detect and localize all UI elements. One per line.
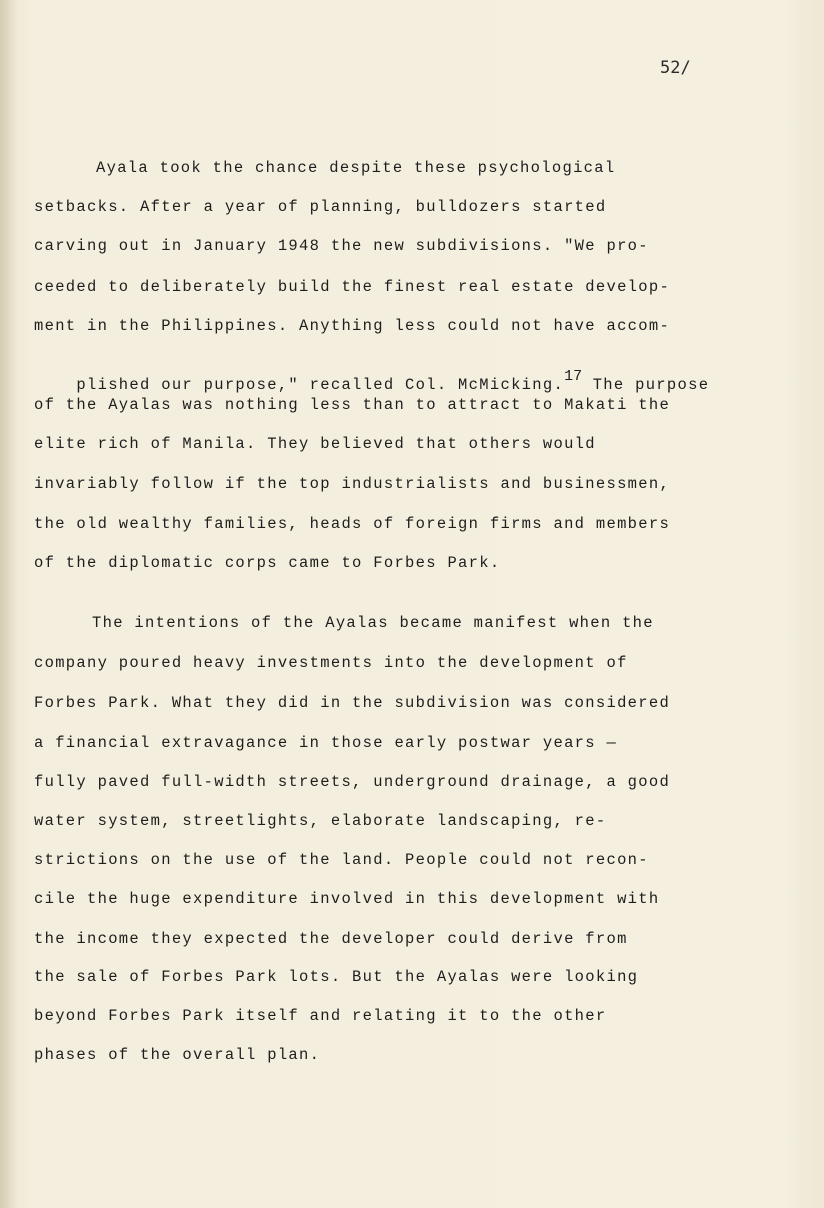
paragraph-1-line-1: Ayala took the chance despite these psychological bbox=[96, 159, 616, 177]
paragraph-2-line-11: beyond Forbes Park itself and relating it to the other bbox=[34, 1007, 607, 1025]
paragraph-1-line-11: of the diplomatic corps came to Forbes Park. bbox=[34, 554, 501, 572]
paragraph-2-line-8: cile the huge expenditure involved in this development with bbox=[34, 890, 660, 908]
paragraph-2-line-6: water system, streetlights, elaborate landscaping, re- bbox=[34, 812, 607, 830]
footnote-reference: 17 bbox=[564, 368, 583, 385]
page-number: 52/ bbox=[660, 58, 691, 78]
paragraph-1-line-5: ment in the Philippines. Anything less could not have accom- bbox=[34, 317, 671, 335]
paragraph-1-line-6-continuation: The purpose bbox=[592, 376, 710, 394]
paragraph-1-line-8: elite rich of Manila. They believed that others would bbox=[34, 435, 596, 453]
paragraph-2-line-1: The intentions of the Ayalas became manifest when the bbox=[92, 614, 654, 632]
paragraph-1-line-2: setbacks. After a year of planning, bulldozers started bbox=[34, 198, 607, 216]
paragraph-2-line-2: company poured heavy investments into the development of bbox=[34, 654, 628, 672]
paragraph-1-line-9: invariably follow if the top industrialists and businessmen, bbox=[34, 475, 671, 493]
paragraph-1-line-7: of the Ayalas was nothing less than to attract to Makati the bbox=[34, 396, 671, 414]
page-edge-shadow bbox=[0, 0, 18, 1208]
paragraph-2-line-10: the sale of Forbes Park lots. But the Ayalas were looking bbox=[34, 968, 639, 986]
paragraph-1-line-6-text: plished our purpose," recalled Col. McMicking. bbox=[76, 376, 565, 394]
paragraph-2-line-9: the income they expected the developer could derive from bbox=[34, 930, 628, 948]
paragraph-1-line-4: ceeded to deliberately build the finest real estate develop- bbox=[34, 278, 671, 296]
paragraph-1-line-10: the old wealthy families, heads of foreign firms and members bbox=[34, 515, 671, 533]
paragraph-2-line-12: phases of the overall plan. bbox=[34, 1046, 321, 1064]
paragraph-1-line-3: carving out in January 1948 the new subdivisions. "We pro- bbox=[34, 237, 649, 255]
paragraph-2-line-4: a financial extravagance in those early postwar years — bbox=[34, 734, 618, 752]
paragraph-2-line-3: Forbes Park. What they did in the subdivision was considered bbox=[34, 694, 671, 712]
paragraph-2-line-5: fully paved full-width streets, underground drainage, a good bbox=[34, 773, 671, 791]
paragraph-2-line-7: strictions on the use of the land. People could not recon- bbox=[34, 851, 649, 869]
